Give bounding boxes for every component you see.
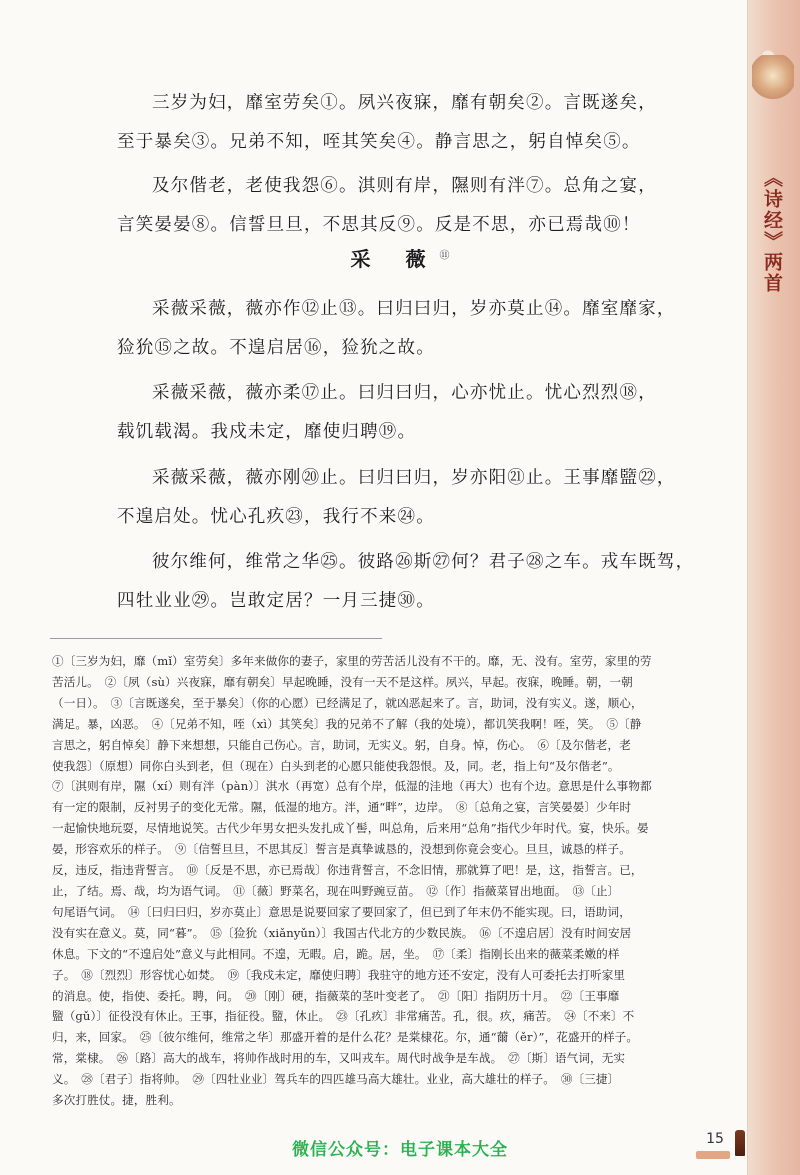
poem-stanza xyxy=(117,543,695,621)
poem-stanza xyxy=(117,374,657,452)
footnote-line: 反，违反，指违背誓言。 ⑩〔反是不思，亦已焉哉〕你违背誓言，不念旧情，那就算了吧！是，这，指誓言。已， xyxy=(52,863,643,878)
footnote-line: 满足。暴，凶恶。 ④〔兄弟不知，咥（xì）其笑矣〕我的兄弟不了解（我的处境），都讥笑我啊！咥，笑。 ⑤〔静 xyxy=(52,716,642,731)
poem-line: 采薇采薇，薇亦作⑫止⑬。曰归曰归，岁亦莫止⑭。靡室靡家， xyxy=(152,299,676,319)
footnote-line: 晏，形容欢乐的样子。 ⑨〔信誓旦旦，不思其反〕誓言是真挚诚恳的，没想到你竟会变心。旦旦，诚恳的样子。 xyxy=(52,842,631,857)
footnote-line: （一日）。 ③〔言既遂矣，至于暴矣〕（你的心愿）已经满足了，就凶恶起来了。言，助词，没有实义。遂，顺心， xyxy=(52,695,643,710)
footnote-line: ⑦〔淇则有岸，隰（xí）则有泮（pàn）〕淇水（再宽）总有个岸，低湿的洼地（再大）也有个边。意思是什么事物都 xyxy=(52,779,652,794)
flower-ornament-icon xyxy=(752,55,794,101)
footnote-marker: ⑪ xyxy=(439,250,450,262)
footnote-line: 子。 ⑱〔烈烈〕形容忧心如焚。 ⑲〔我戍未定，靡使归聘〕我驻守的地方还不安定，没有人可委托去打听家里 xyxy=(52,967,626,982)
footnote-line: 多次打胜仗。捷，胜利。 xyxy=(52,1093,181,1108)
poem-line: 采薇采薇，薇亦柔⑰止。曰归曰归，心亦忧止。忧心烈烈⑱， xyxy=(152,383,657,403)
footnote-line: 没有实在意义。莫，同“暮”。 ⑮〔猃狁（xiǎnyǔn）〕我国古代北方的少数民族。 ⑯〔不遑启居〕没有时间安居 xyxy=(52,925,632,940)
footnote-line: ①〔三岁为妇，靡（mǐ）室劳矣〕多年来做你的妻子，家里的劳苦活儿没有不干的。靡，无、没有。室劳，家里的劳 xyxy=(52,654,652,668)
poem-line: 四牡业业㉙。岂敢定居？一月三捷㉚。 xyxy=(117,591,435,611)
wechat-watermark: 微信公众号：电子课本大全 xyxy=(292,1140,508,1160)
ink-bottle-icon xyxy=(735,1130,745,1156)
footnote-line: 止，了结。焉、哉，均为语气词。 ⑪〔薇〕野菜名，现在叫野豌豆苗。 ⑫〔作〕指薇菜冒出地面。 ⑬〔止〕 xyxy=(52,883,620,898)
footnote-line: 有一定的限制，反衬男子的变化无常。隰，低湿的地方。泮，通“畔”，边岸。 ⑧〔总角之宴，言笑晏晏〕少年时 xyxy=(52,800,632,815)
footnote-line: 苦活儿。 ②〔夙（sù）兴夜寐，靡有朝矣〕早起晚睡，没有一天不是这样。夙兴，早起。夜寐，晚睡。朝，一朝 xyxy=(52,674,633,689)
poem-stanza xyxy=(117,290,676,368)
footnote-line: 义。 ㉘〔君子〕指将帅。 ㉙〔四牡业业〕驾兵车的四匹雄马高大雄壮。业业，高大雄壮的样子。 ㉚〔三捷〕 xyxy=(52,1072,620,1087)
footnote-line: 休息。下文的“不遑启处”意义与此相同。不遑，无暇。启，跪。居，坐。 ⑰〔柔〕指刚长出来的薇菜柔嫩的样 xyxy=(52,946,620,961)
poem-title-text: 采 薇 xyxy=(350,247,440,271)
page-number: 15 xyxy=(706,1131,724,1147)
footnote-line: 句尾语气词。 ⑭〔曰归曰归，岁亦莫止〕意思是说要回家了要回家了，但已到了年末仍不能实现。曰，语助词， xyxy=(52,904,631,919)
poem-line: 三岁为妇，靡室劳矣①。夙兴夜寐，靡有朝矣②。言既遂矣， xyxy=(152,93,657,113)
footnote-divider xyxy=(50,638,382,639)
poem-stanza xyxy=(117,84,657,162)
footnote-line: 盬（gǔ）〕征役没有休止。王事，指征役。盬，休止。 ㉓〔孔疚〕非常痛苦。孔，很。疚，痛苦。 ㉔〔不来〕不 xyxy=(52,1009,635,1024)
side-chapter-title: 《诗经》两首 xyxy=(761,168,783,294)
poem-line: 至于暴矣③。兄弟不知，咥其笑矣④。静言思之，躬自悼矣⑤。 xyxy=(117,132,641,152)
poem-title xyxy=(300,243,500,272)
side-decoration-strip xyxy=(747,0,800,1175)
page-number-bar xyxy=(696,1151,730,1159)
footnote-line: 归，来，回家。 ㉕〔彼尔维何，维常之华〕那盛开着的是什么花？是棠棣花。尔，通“薾（ěr）”，花盛开的样子。 xyxy=(52,1030,639,1045)
poem-line: 猃狁⑮之故。不遑启居⑯，猃狁之故。 xyxy=(117,338,435,358)
poem-line: 言笑晏晏⑧。信誓旦旦，不思其反⑨。反是不思，亦已焉哉⑩！ xyxy=(117,215,641,235)
poem-line: 彼尔维何，维常之华㉕。彼路㉖斯㉗何？君子㉘之车。戎车既驾， xyxy=(152,552,695,572)
footnote-line: 常，棠棣。 ㉖〔路〕高大的战车，将帅作战时用的车，又叫戎车。周代时战争是车战。 ㉗〔斯〕语气词，无实 xyxy=(52,1051,626,1066)
footnotes xyxy=(52,651,747,1111)
poem-line: 载饥载渴。我戍未定，靡使归聘⑲。 xyxy=(117,422,417,442)
poem-stanza xyxy=(117,167,657,245)
poem-line: 不遑启处。忧心孔疚㉓，我行不来㉔。 xyxy=(117,507,435,527)
footnote-line: 一起愉快地玩耍，尽情地说笑。古代少年男女把头发扎成丫髻，叫总角，后来用“总角”指代少年时代。宴，快乐。晏 xyxy=(52,821,649,836)
poem-line: 及尔偕老，老使我怨⑥。淇则有岸，隰则有泮⑦。总角之宴， xyxy=(152,176,657,196)
footnote-line: 的消息。使，指使、委托。聘，问。 ⑳〔刚〕硬，指薇菜的茎叶变老了。 ㉑〔阳〕指阴历十月。 ㉒〔王事靡 xyxy=(52,988,620,1003)
footnote-line: 使我怨〕（原想）同你白头到老，但（现在）白头到老的心愿只能使我怨恨。及，同。老，指上句“及尔偕老”。 xyxy=(52,758,620,773)
poem-line: 采薇采薇，薇亦刚⑳止。曰归曰归，岁亦阳㉑止。王事靡盬㉒， xyxy=(152,468,676,488)
poem-stanza xyxy=(117,459,676,537)
footnote-line: 言思之，躬自悼矣〕静下来想想，只能自己伤心。言，助词，无实义。躬，自身。悼，伤心。 ⑥〔及尔偕老，老 xyxy=(52,737,631,752)
